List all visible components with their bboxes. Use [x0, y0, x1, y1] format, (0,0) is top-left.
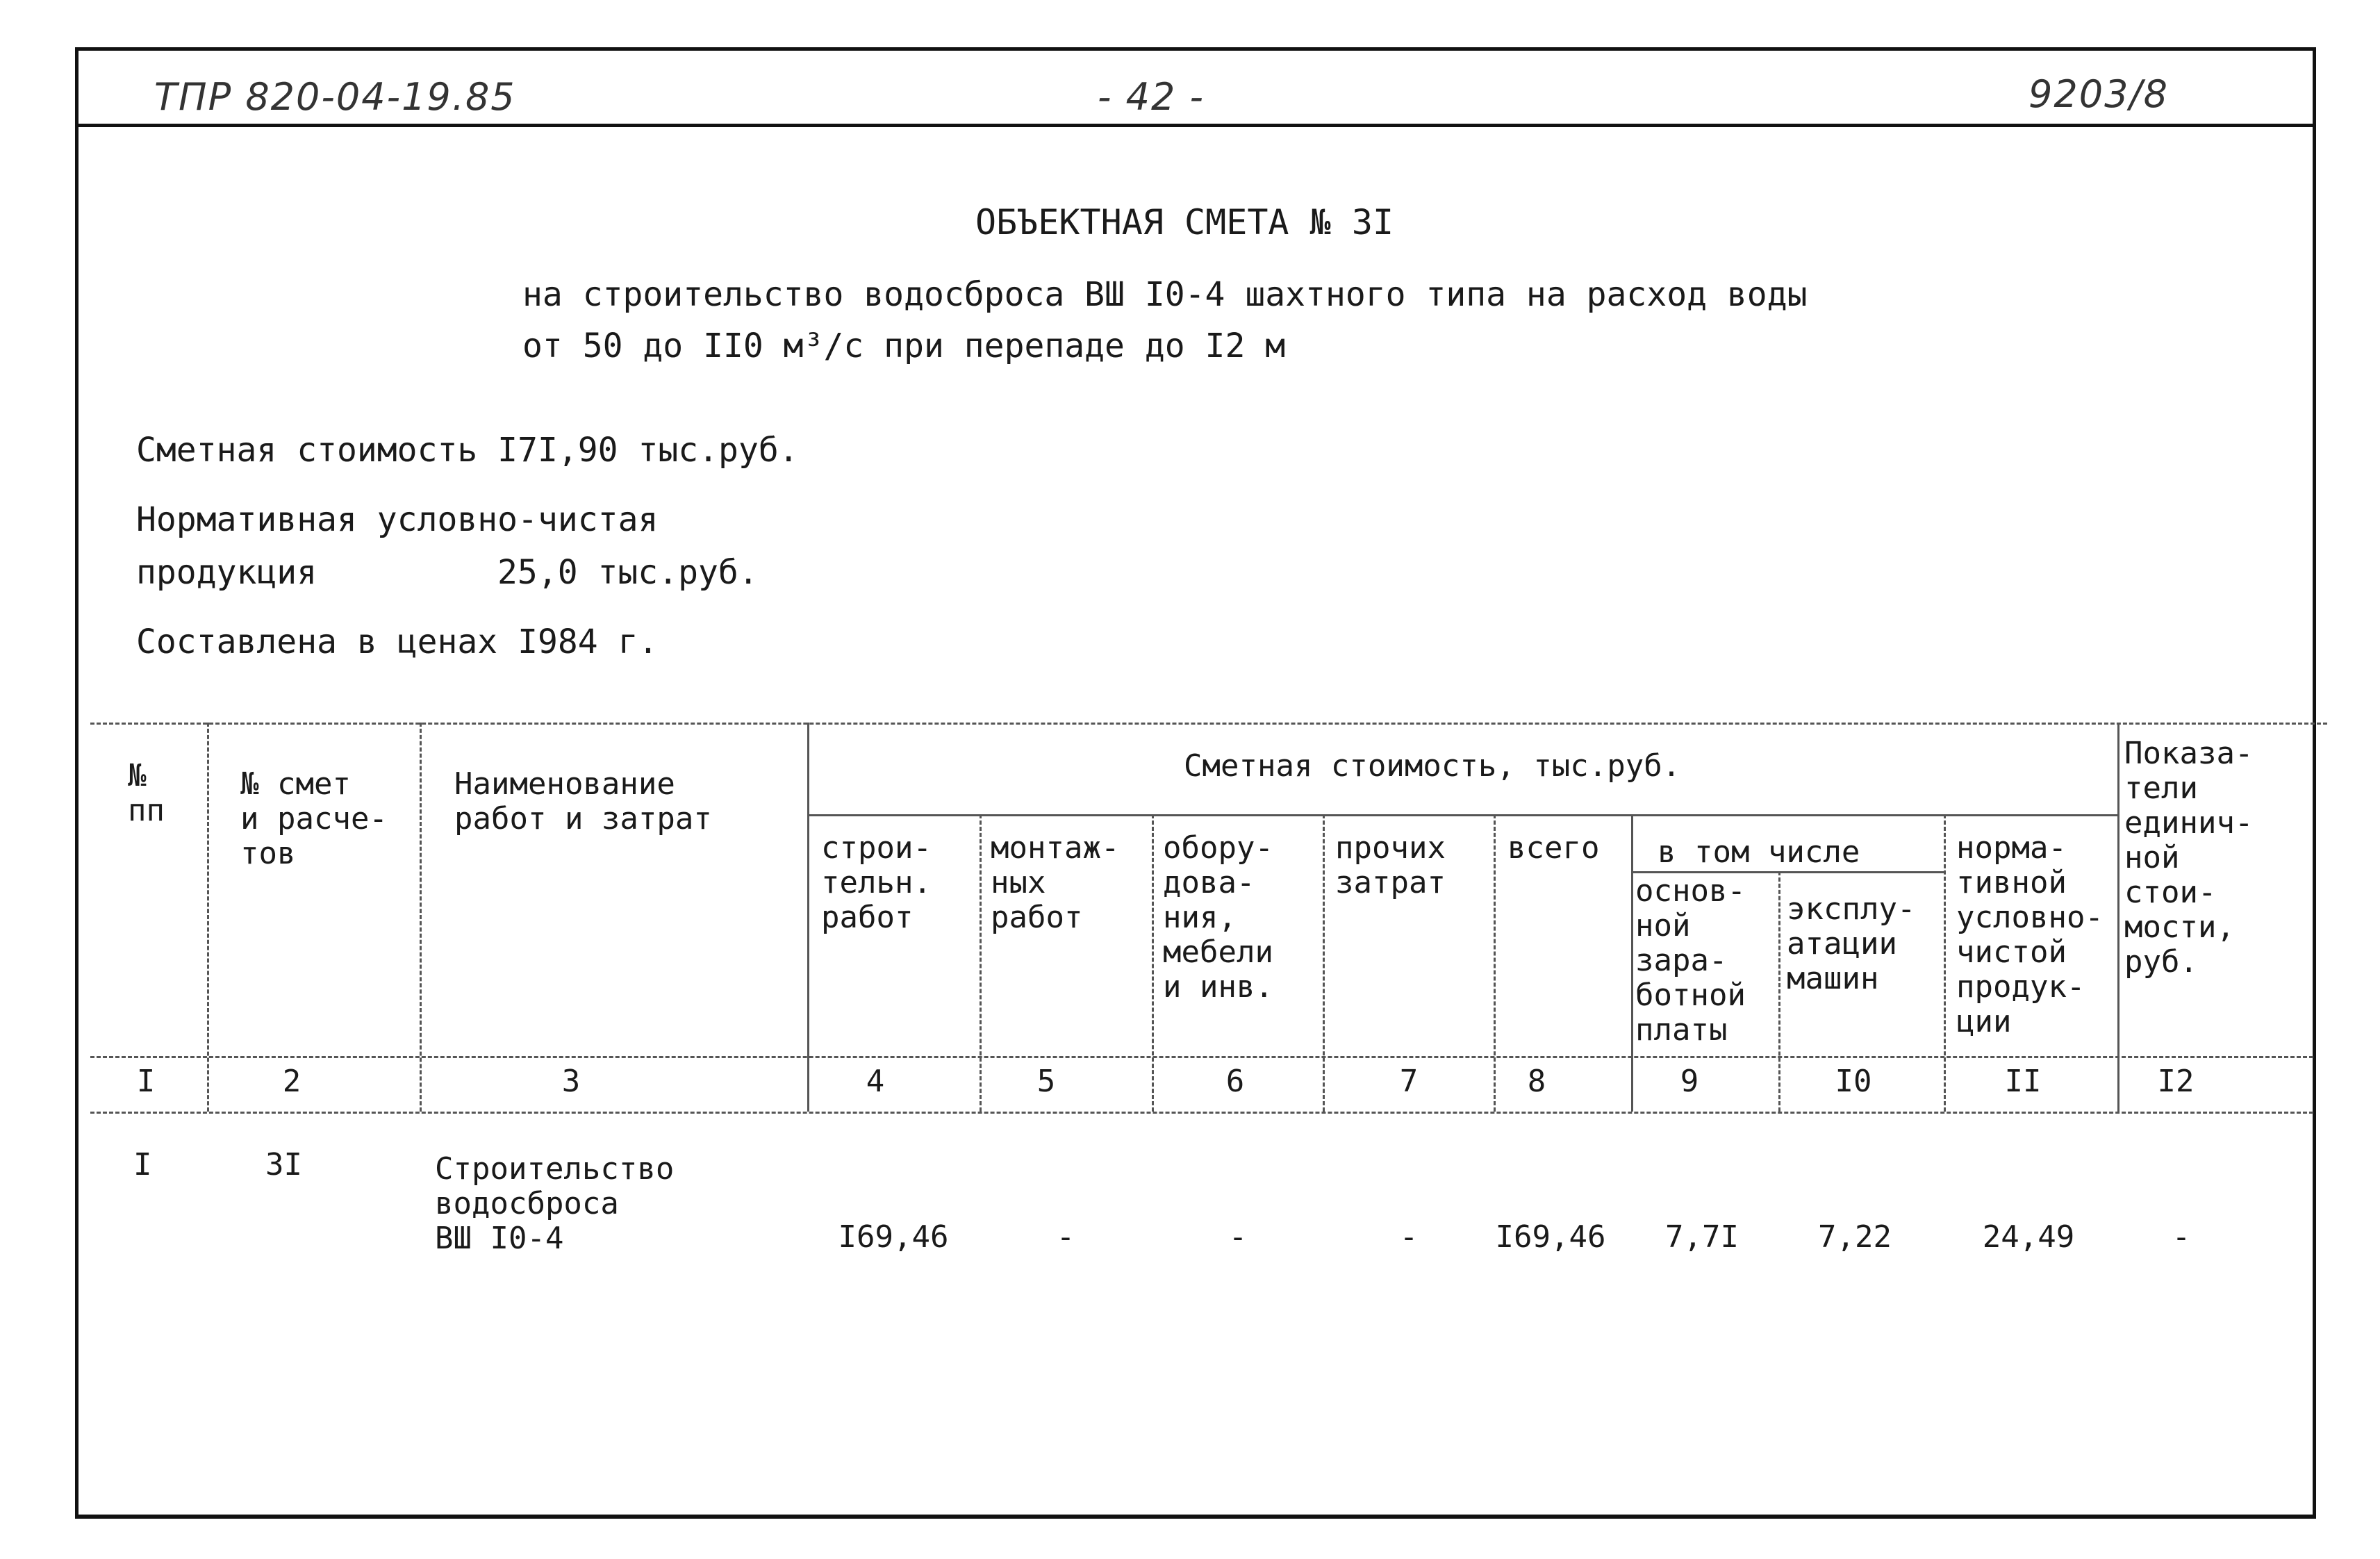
- header-equipment: обору- дова- ния, мебели и инв.: [1163, 830, 1273, 1005]
- column-divider-6: [1323, 814, 1325, 1112]
- header-total: всего: [1507, 830, 1600, 866]
- column-divider-2: [420, 723, 422, 1112]
- header-estimate-number: № смет и расче- тов: [240, 766, 388, 871]
- reference-number: 9203/8: [2028, 72, 2169, 116]
- page-title: ОБЪЕКТНАЯ СМЕТА № 3I: [975, 202, 1394, 242]
- row-work-name: Строительство водосброса ВШ I0-4: [435, 1151, 675, 1256]
- column-divider-1: [207, 723, 209, 1112]
- column-number: I: [136, 1064, 156, 1099]
- column-number: 7: [1399, 1064, 1419, 1099]
- header-unit-cost-indicators: Показа- тели единич- ной стои- мости, руб.: [2124, 736, 2254, 980]
- column-number: II: [2004, 1064, 2042, 1099]
- row-number: I: [133, 1147, 152, 1182]
- row-total: I69,46: [1495, 1219, 1606, 1255]
- header-installation-works: монтаж- ных работ: [991, 830, 1120, 935]
- doc-code: ТПР 820-04-19.85: [154, 75, 516, 119]
- row-equipment: -: [1228, 1219, 1248, 1255]
- row-installation-works: -: [1056, 1219, 1075, 1255]
- header-row-number: № пп: [128, 758, 165, 828]
- column-number: 2: [282, 1064, 301, 1099]
- column-divider-10: [1944, 814, 1946, 1112]
- estimated-cost: Сметная стоимость I7I,90 тыс.руб.: [136, 431, 799, 470]
- header-normative-product: норма- тивной условно- чистой продук- ции: [1956, 830, 2104, 1039]
- column-numbers-bottom-line: [90, 1112, 2313, 1114]
- row-base-wages: 7,7I: [1665, 1219, 1739, 1255]
- table-top-line: [90, 723, 2327, 725]
- row-unit-cost: -: [2172, 1219, 2191, 1255]
- column-number: 5: [1036, 1064, 1056, 1099]
- column-divider-9: [1778, 871, 1780, 1112]
- column-number: 4: [866, 1064, 885, 1099]
- column-number: I2: [2157, 1064, 2195, 1099]
- product-label: продукция: [136, 553, 317, 592]
- column-number: 9: [1680, 1064, 1699, 1099]
- header-machine-operation: эксплу- атации машин: [1787, 891, 1916, 996]
- title-subtitle-1: на строительство водосброса ВШ I0-4 шахтного типа на расход воды: [522, 275, 1808, 314]
- row-machine-operation: 7,22: [1818, 1219, 1892, 1255]
- header-other-costs: прочих затрат: [1335, 830, 1446, 900]
- header-work-name: Наименование работ и затрат: [454, 766, 712, 836]
- column-numbers-top-line: [90, 1056, 2313, 1058]
- header-construction-works: строи- тельн. работ: [821, 830, 932, 935]
- header-divider: [75, 124, 2316, 127]
- column-divider-3: [807, 723, 809, 1112]
- row-construction-works: I69,46: [838, 1219, 949, 1255]
- header-including: в том числе: [1658, 834, 1860, 870]
- column-divider-8: [1631, 814, 1633, 1112]
- column-divider-11: [2117, 723, 2119, 1112]
- column-number: 6: [1225, 1064, 1245, 1099]
- header-cost-group: Сметная стоимость, тыс.руб.: [1184, 748, 1681, 784]
- column-divider-5: [1152, 814, 1154, 1112]
- product-value: 25,0 тыс.руб.: [497, 553, 759, 592]
- group-header-line: [807, 814, 2117, 816]
- price-basis: Составлена в ценах I984 г.: [136, 622, 659, 661]
- column-number: 8: [1527, 1064, 1546, 1099]
- column-number: I0: [1835, 1064, 1872, 1099]
- row-normative-product: 24,49: [1982, 1219, 2075, 1255]
- page-number: - 42 -: [1098, 75, 1205, 119]
- header-base-wages: основ- ной зара- ботной платы: [1635, 873, 1746, 1048]
- title-subtitle-2: от 50 до II0 м³/с при перепаде до I2 м: [522, 327, 1286, 365]
- row-estimate-number: 3I: [265, 1147, 302, 1182]
- row-other-costs: -: [1399, 1219, 1419, 1255]
- column-divider-4: [980, 814, 982, 1112]
- normative-label: Нормативная условно-чистая: [136, 500, 659, 539]
- column-number: 3: [561, 1064, 581, 1099]
